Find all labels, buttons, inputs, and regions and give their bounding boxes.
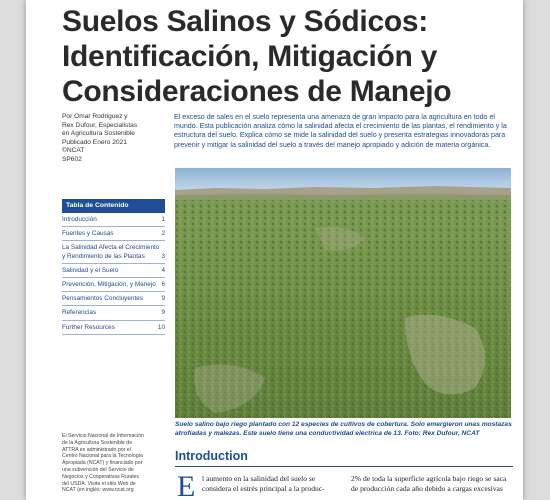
toc-item-page: 9 [161, 295, 165, 303]
table-of-contents [62, 199, 165, 335]
body-line: de producción cada año debido a cargas excesivas [351, 484, 503, 493]
sidenote-line: Apropiada (NCAT) y financiado por [62, 460, 143, 467]
sidenote-line: del USDA. Visite el sitio Web de [62, 480, 136, 487]
toc-item-label: Further Resources [62, 323, 115, 331]
toc-item-label: La Salinidad Afecta el Crecimiento y Rendimiento de las Plantas [62, 244, 160, 260]
title-line: Identificación, Mitigación y [62, 40, 437, 73]
toc-item-fuentes[interactable] [62, 227, 165, 241]
author-byline [62, 113, 154, 165]
sidenote-line: de la Agricultura Sostenible de [62, 439, 133, 446]
sidenote-line: una subvención del Servicio de [62, 466, 134, 473]
toc-item-label: Salinidad y el Suelo [62, 266, 119, 274]
toc-item-label: Referencias [62, 309, 97, 317]
toc-item-pensamientos[interactable] [62, 292, 165, 306]
toc-item-salinidad-crecimiento[interactable] [62, 241, 165, 263]
toc-item-label: Prevención, Mitigación, y Manejo [62, 281, 156, 289]
toc-item-page: 4 [161, 266, 165, 274]
toc-item-salinidad-suelo[interactable] [62, 264, 165, 278]
toc-item-referencias[interactable] [62, 306, 165, 320]
byline-line: Rex Dufour, Especialistas [62, 121, 138, 129]
toc-item-page: 3 [161, 252, 165, 260]
byline-line: Por Omar Rodriguez y [62, 113, 128, 120]
photo-caption: Suelo salino bajo riego plantado con 12 especies de cultivos de cobertura. Solo emergieron unas mostazas atrofiadas y malezas. Este suelo tiene una conductividad eléctrica de 13. Foto: Rex Dufour, NCAT [175, 421, 512, 437]
document-title [62, 4, 522, 109]
byline-line: ©NCAT [62, 147, 85, 155]
body-line: 2% de toda la superficie agrícola bajo riego se saca [351, 474, 507, 483]
toc-item-label: Introducción [62, 216, 97, 223]
sidenote-line: Centro Nacional para la Tecnología [62, 453, 143, 460]
toc-item-page: 10 [157, 323, 165, 331]
toc-item-label: Pensamientos Concluyentes [62, 295, 143, 303]
title-line: Suelos Salinos y Sódicos: [62, 5, 428, 38]
field-photo [175, 168, 511, 418]
byline-line: SP602 [62, 155, 82, 163]
document-page [26, 0, 523, 500]
attra-sidenote [62, 433, 162, 494]
body-column-right [351, 474, 513, 494]
body-line: l aumento en la salinidad del suelo se [202, 474, 316, 483]
body-line: considera el estrés principal a la produc- [202, 484, 325, 493]
sidenote-line: Negocios y Cooperativas Rurales [62, 473, 139, 480]
body-column-left [202, 474, 342, 494]
toc-item-page: 9 [161, 309, 165, 317]
byline-line: en Agricultura Sostenible [62, 130, 135, 138]
toc-item-page: 6 [161, 281, 165, 289]
toc-item-label: Fuentes y Causas [62, 230, 114, 238]
section-divider [175, 466, 513, 467]
toc-item-further-resources[interactable] [62, 321, 165, 335]
section-heading: Introduction [175, 449, 248, 463]
toc-item-prevencion[interactable] [62, 278, 165, 292]
sidenote-line: NCAT (en inglés: www.ncat.org [62, 487, 134, 494]
drop-cap: E [177, 470, 196, 500]
toc-item-introduccion[interactable] [62, 213, 165, 227]
sidenote-line: El Servicio Nacional de Información [62, 433, 144, 439]
toc-item-page: 1 [161, 216, 165, 223]
abstract-text: El exceso de sales en el suelo representa una amenaza de gran impacto para la agricultura en todo el mundo. Esta publicación analiza cómo la salinidad afecta el crecimiento de las plantas, el rendimiento y la estructura del suelo. Explica cómo se mide la salinidad del suelo y presenta estrategias innovadoras para prevenir y mitigar la salinidad del suelo a través del manejo apropiado y adición de materia orgánica. [174, 113, 507, 149]
toc-header: Tabla de Contenido [62, 199, 165, 213]
sidenote-line: ATTRA es administrado por el [62, 446, 131, 453]
toc-item-page: 2 [161, 230, 165, 238]
title-line: Consideraciones de Manejo [62, 75, 452, 108]
byline-line: Publicado Enero 2021 [62, 138, 127, 146]
